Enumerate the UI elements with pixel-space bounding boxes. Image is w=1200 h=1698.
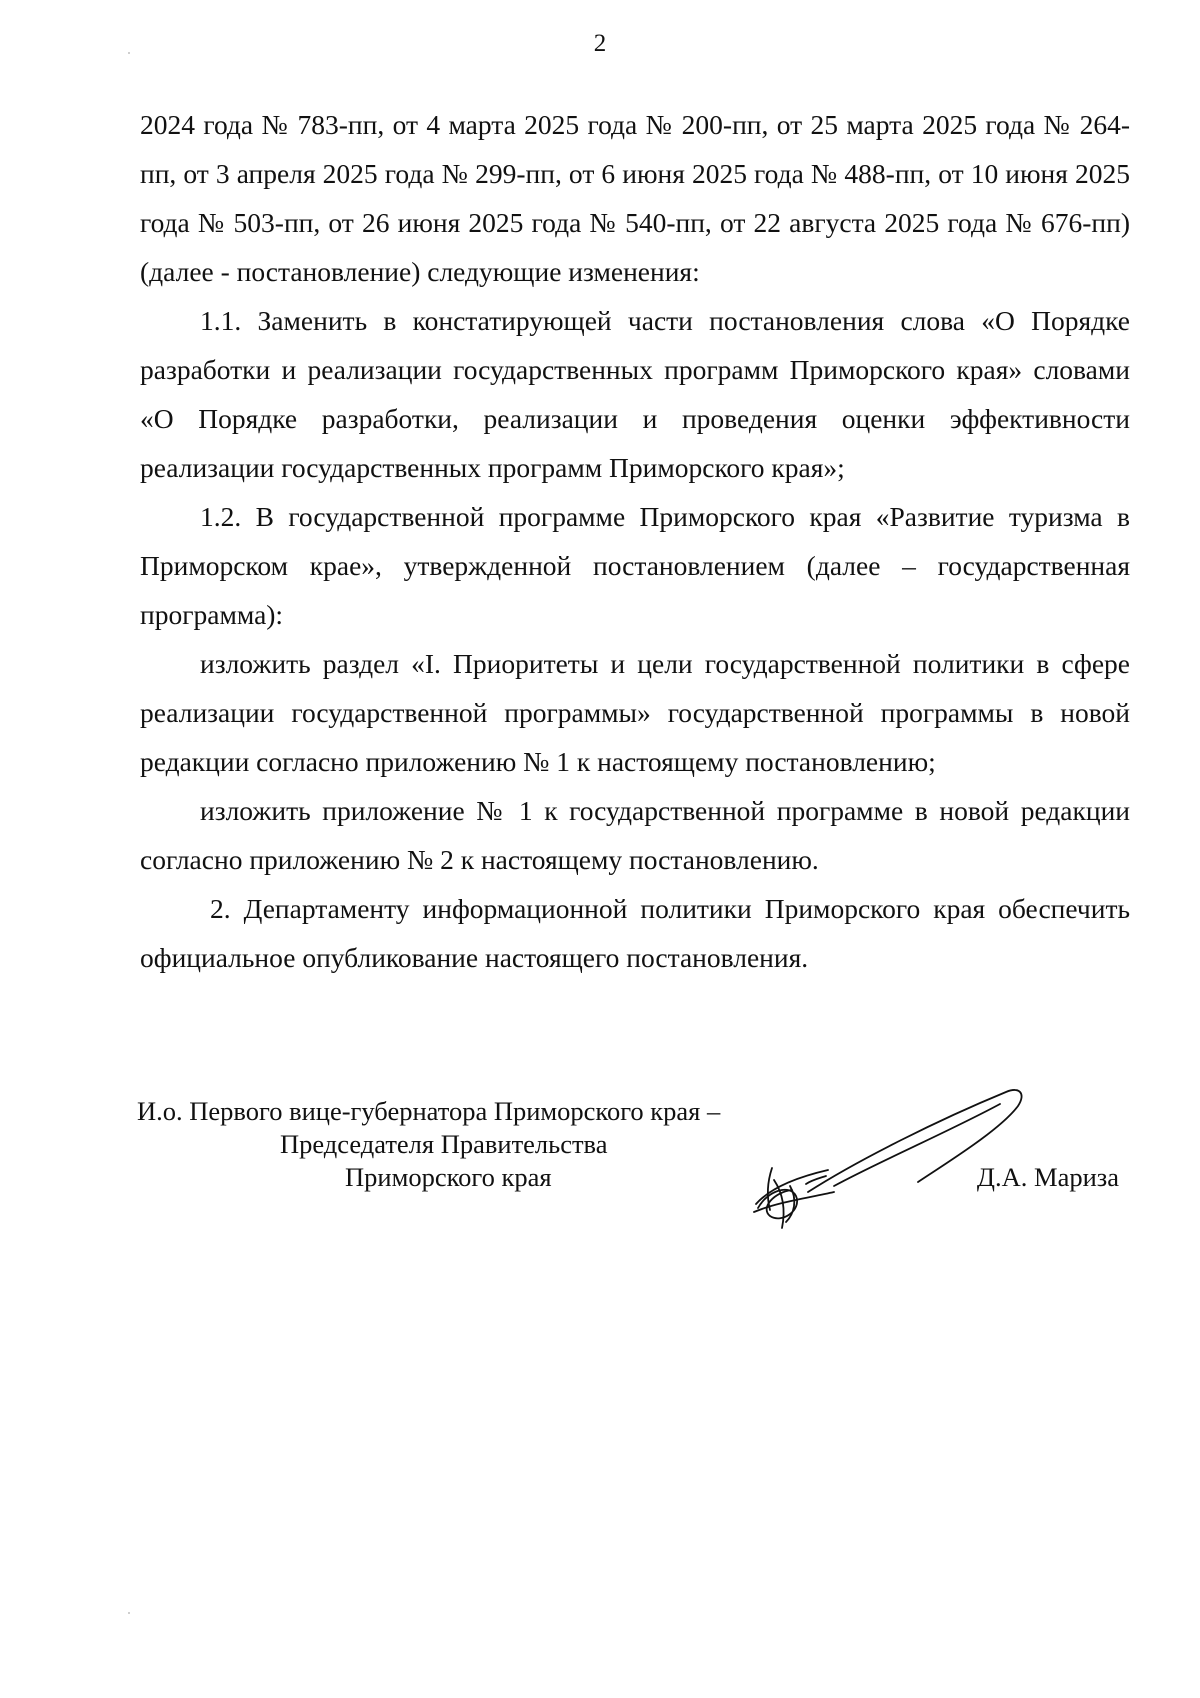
page-number: 2 — [593, 30, 607, 57]
scan-margin-mark-bottom — [128, 1612, 130, 1614]
paragraph-clause-1-2: 1.2. В государственной программе Приморского края «Развитие туризма в Приморском крае», утвержденной постановлением (далее – государственная программа): — [140, 501, 1130, 630]
paragraph-clause-2: 2. Департаменту информационной политики Приморского края обеспечить официальное опубликование настоящего постановления. — [140, 893, 1130, 973]
paragraph-section-replacement: изложить раздел «I. Приоритеты и цели государственной политики в сфере реализации государственной программы» государственной программы в новой редакции согласно приложению № 1 к настоящему постановлению; — [140, 648, 1130, 777]
signer-position-line-1: И.о. Первого вице-губернатора Приморского края – — [137, 1096, 721, 1126]
document-body — [140, 100, 1130, 982]
signer-position-line-2: Председателя Правительства — [280, 1129, 608, 1159]
paragraph-amendment-continuation: 2024 года № 783-пп, от 4 марта 2025 года № 200-пп, от 25 марта 2025 года № 264-пп, от 3 апреля 2025 года № 299-пп, от 6 июня 2025 года № 488-пп, от 10 июня 2025 года № 503-пп, от 26 июня 2025 года № 540-пп, от 22 августа 2025 года № 676-пп) (далее - постановление) следующие изменения: — [140, 109, 1130, 287]
paragraph-appendix-replacement: изложить приложение № 1 к государственной программе в новой редакции согласно приложению № 2 к настоящему постановлению. — [140, 795, 1130, 875]
handwritten-signature — [738, 1062, 1038, 1232]
signer-position-line-3: Приморского края — [345, 1162, 552, 1192]
signer-name: Д.А. Мариза — [976, 1162, 1119, 1192]
paragraph-clause-1-1: 1.1. Заменить в констатирующей части постановления слова «О Порядке разработки и реализации государственных программ Приморского края» словами «О Порядке разработки, реализации и проведения оценки эффективности реализации государственных программ Приморского края»; — [140, 305, 1130, 483]
